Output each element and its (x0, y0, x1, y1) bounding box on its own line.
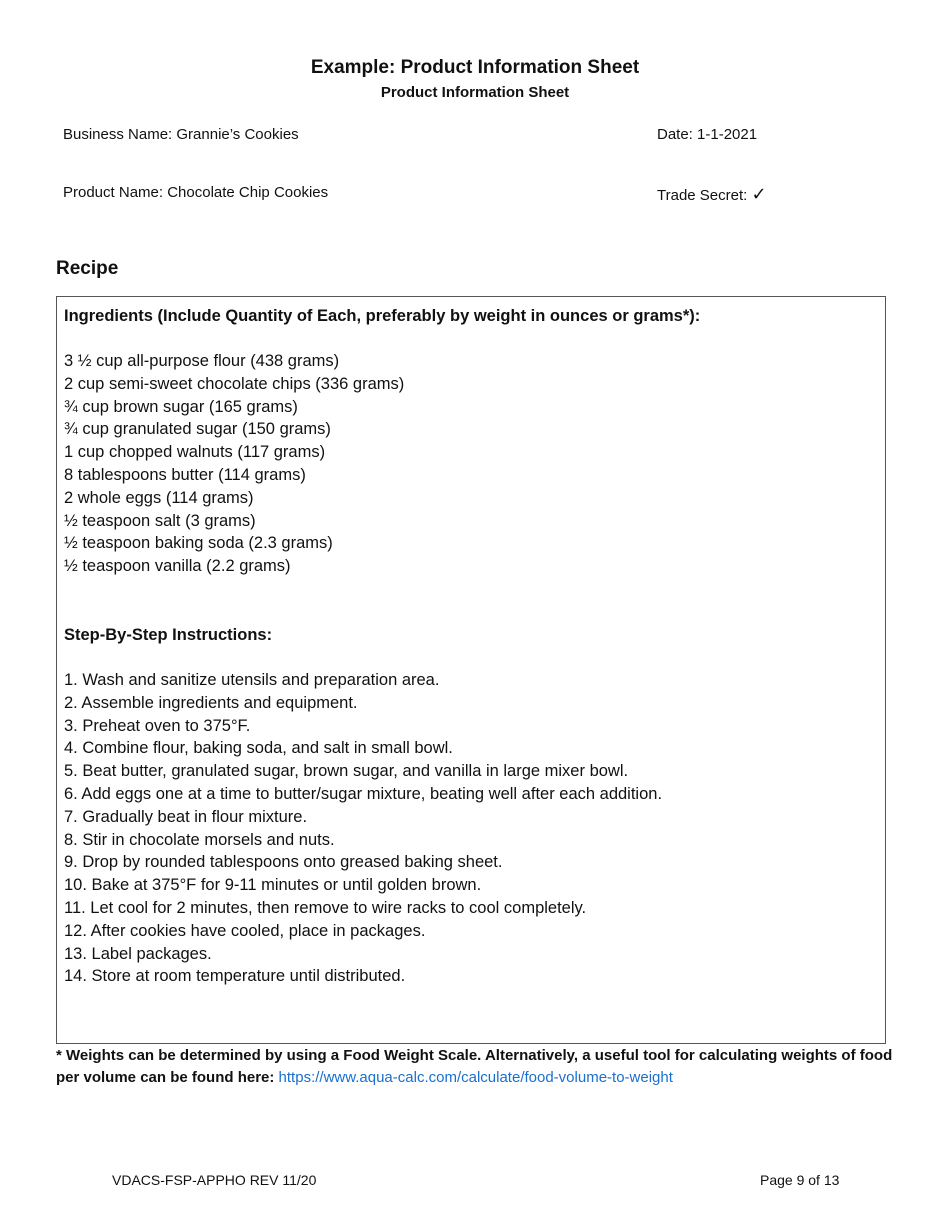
ingredient-item: 2 whole eggs (114 grams) (64, 488, 254, 507)
instruction-step: 7. Gradually beat in flour mixture. (64, 807, 308, 826)
instruction-step: 5. Beat butter, granulated sugar, brown sugar, and vanilla in large mixer bowl. (64, 762, 629, 781)
ingredient-item: 3 ½ cup all-purpose flour (438 grams) (64, 352, 340, 370)
instruction-step: 6. Add eggs one at a time to butter/sugar mixture, beating well after each addition. (64, 784, 663, 803)
instruction-step: 3. Preheat oven to 375°F. (64, 716, 251, 735)
instruction-step: 2. Assemble ingredients and equipment. (64, 693, 358, 712)
ingredient-item: ¾ cup brown sugar (165 grams) (64, 397, 298, 416)
ingredients-heading: Ingredients (Include Quantity of Each, preferably by weight in ounces or grams*): (64, 307, 701, 325)
instruction-step: 9. Drop by rounded tablespoons onto greased baking sheet. (64, 853, 503, 872)
ingredient-item: ¾ cup granulated sugar (150 grams) (64, 420, 331, 439)
instruction-step: 11. Let cool for 2 minutes, then remove to wire racks to cool completely. (64, 898, 587, 917)
instruction-step: 10. Bake at 375°F for 9-11 minutes or until golden brown. (64, 876, 482, 895)
ingredient-item: ½ teaspoon vanilla (2.2 grams) (64, 557, 291, 576)
page-number: Page 9 of 13 (760, 1172, 840, 1188)
recipe-box (56, 296, 886, 1044)
checkmark-icon: ✓ (751, 184, 767, 204)
instruction-step: 4. Combine flour, baking soda, and salt in small bowl. (64, 739, 453, 758)
ingredients-list (64, 350, 404, 578)
instruction-step: 1. Wash and sanitize utensils and preparation area. (64, 671, 440, 689)
instructions-heading: Step-By-Step Instructions: (64, 626, 273, 644)
instruction-step: 14. Store at room temperature until distributed. (64, 967, 406, 986)
instruction-step: 12. After cookies have cooled, place in packages. (64, 921, 426, 940)
instruction-step: 8. Stir in chocolate morsels and nuts. (64, 830, 335, 849)
instruction-step: 13. Label packages. (64, 944, 212, 963)
recipe-heading: Recipe (56, 258, 119, 279)
document-code: VDACS-FSP-APPHO REV 11/20 (112, 1172, 317, 1188)
page-subtitle: Product Information Sheet (380, 84, 570, 101)
weights-footnote (56, 1045, 896, 1089)
ingredient-item: 8 tablespoons butter (114 grams) (64, 465, 306, 484)
food-volume-to-weight-link[interactable]: https://www.aqua-calc.com/calculate/food-volume-to-weight (278, 1069, 673, 1086)
ingredient-item: 2 cup semi-sweet chocolate chips (336 grams) (64, 374, 405, 393)
product-name: Product Name: Chocolate Chip Cookies (63, 184, 329, 201)
trade-secret-field (657, 184, 767, 205)
business-name: Business Name: Grannie’s Cookies (63, 126, 299, 143)
trade-secret-label: Trade Secret: (657, 187, 748, 204)
ingredient-item: ½ teaspoon baking soda (2.3 grams) (64, 534, 333, 553)
date-field: Date: 1-1-2021 (657, 126, 758, 143)
page-title: Example: Product Information Sheet (310, 57, 640, 78)
ingredient-item: 1 cup chopped walnuts (117 grams) (64, 443, 326, 462)
instructions-list (64, 669, 662, 988)
ingredient-item: ½ teaspoon salt (3 grams) (64, 511, 256, 530)
footnote-text: * Weights can be determined by using a Food Weight Scale. Alternatively, a useful tool for calculating weights of food per volume can be found here: (56, 1047, 893, 1086)
